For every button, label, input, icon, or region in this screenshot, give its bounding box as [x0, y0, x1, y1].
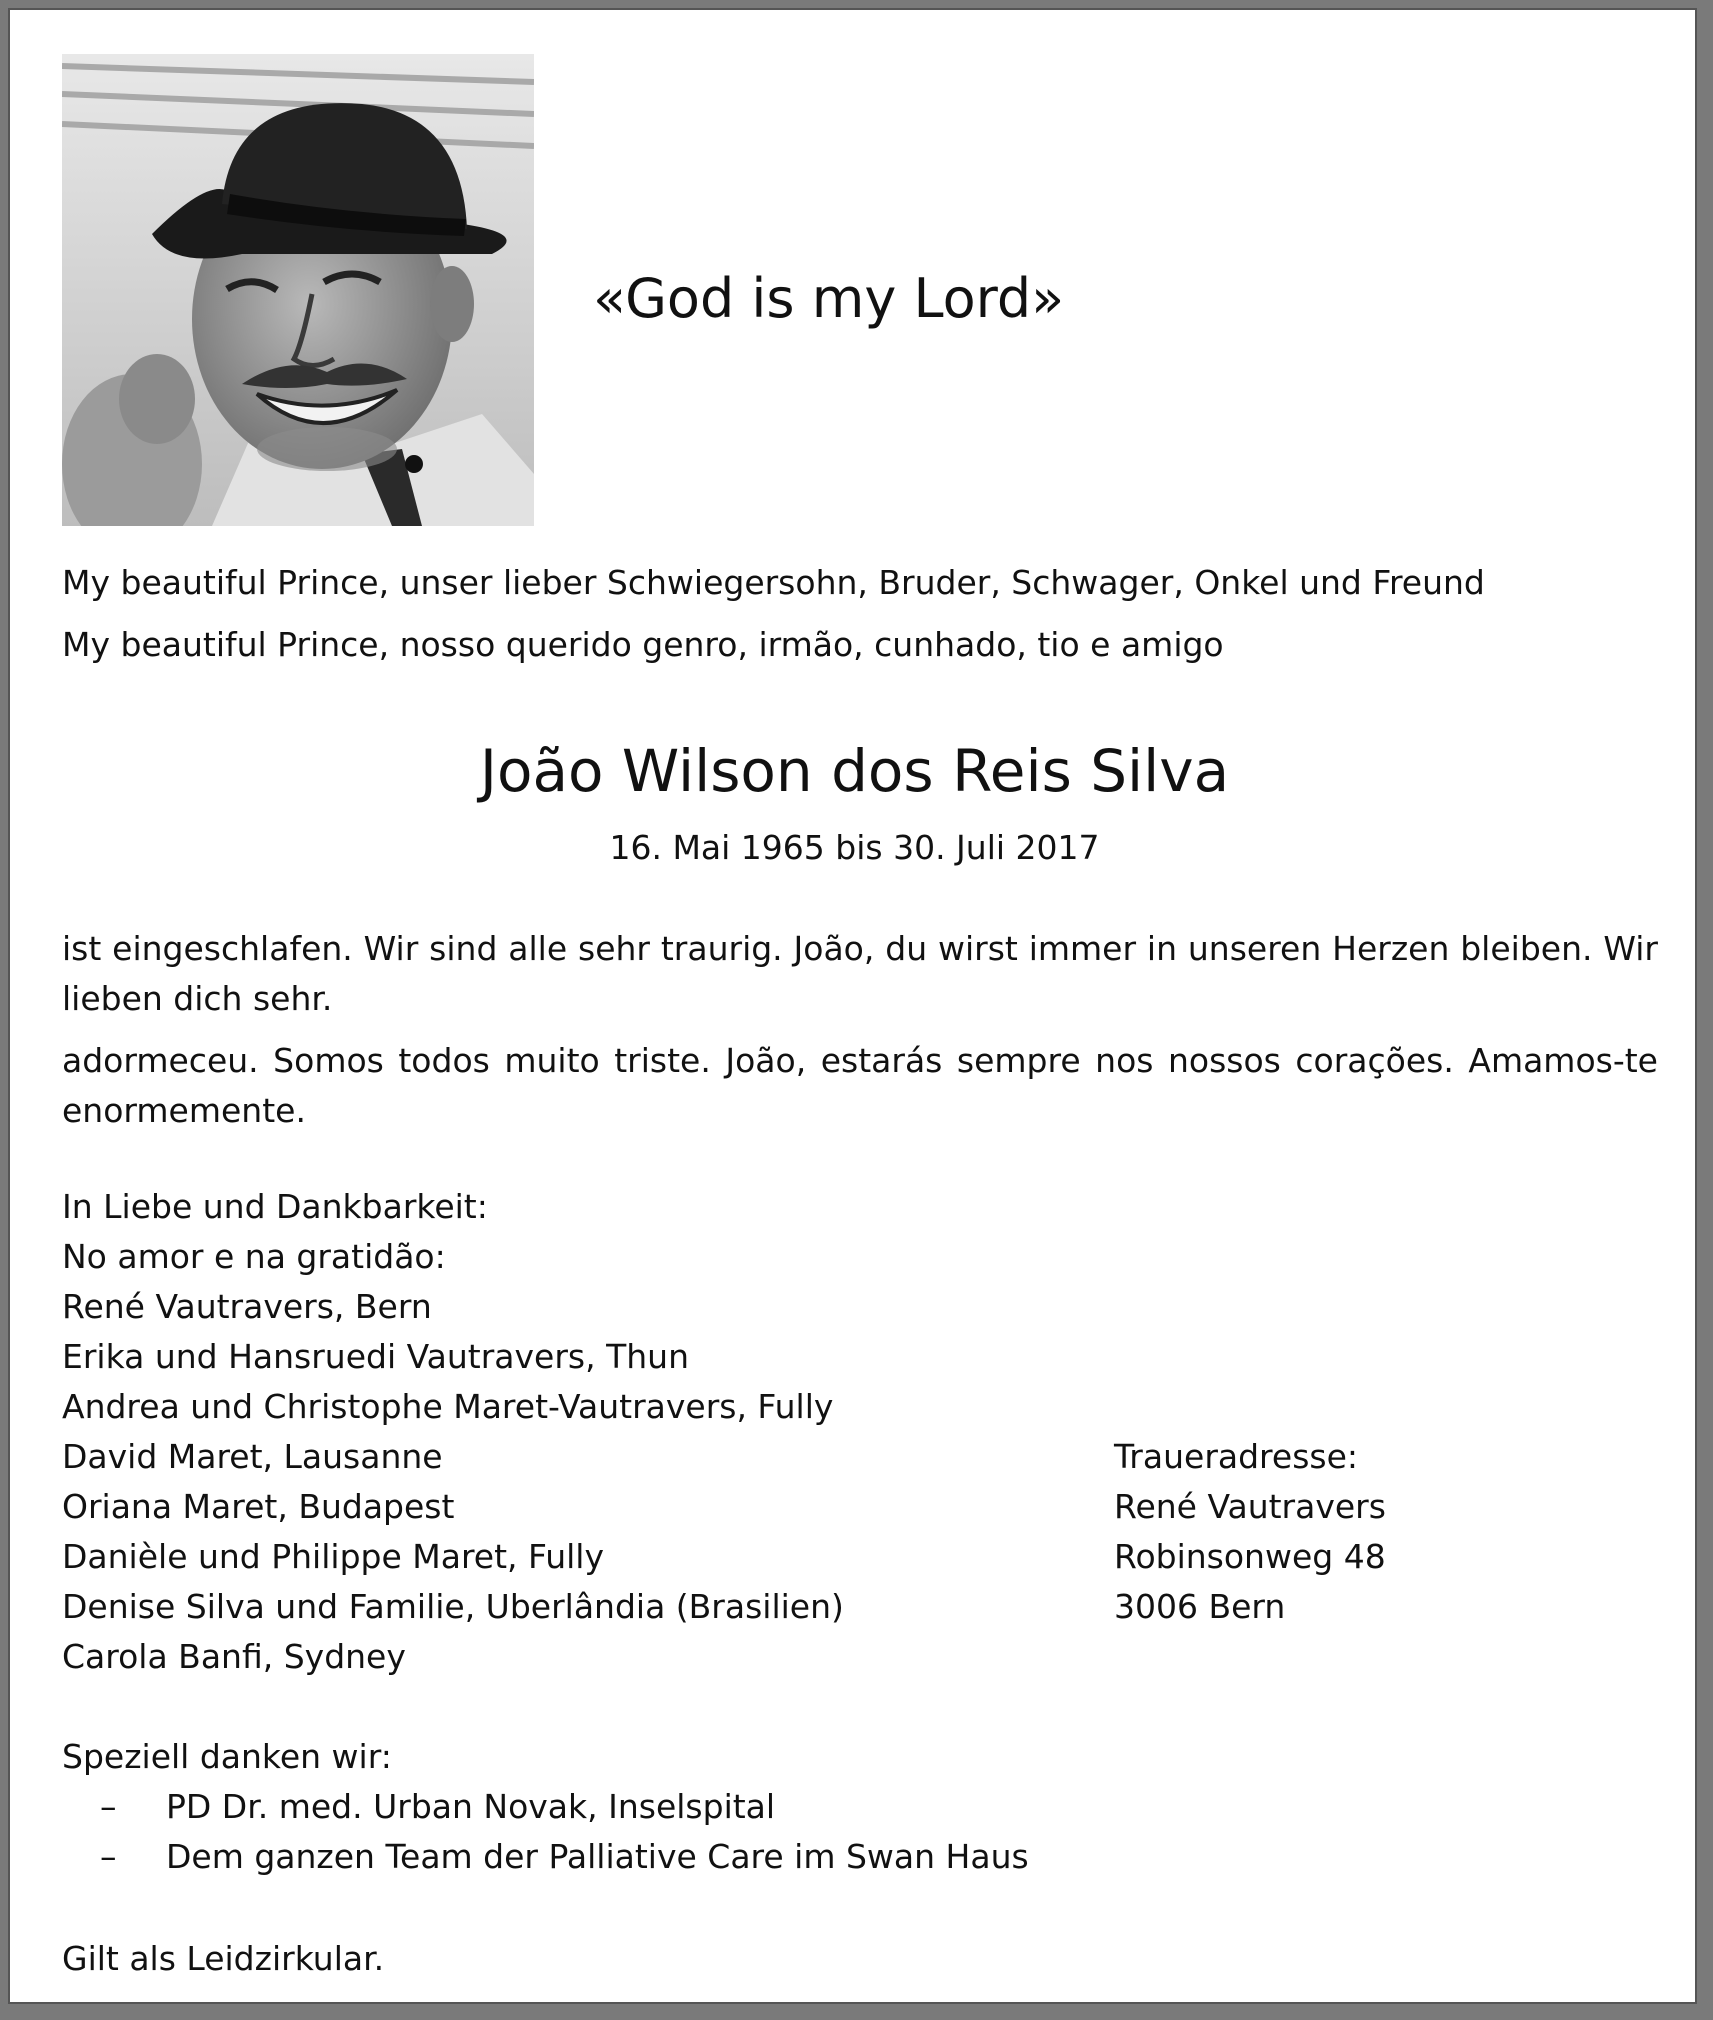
obituary-notice: [8, 8, 1697, 2004]
mourning-address: [1114, 1432, 1386, 1632]
mourner-name: René Vautravers, Bern: [62, 1287, 432, 1326]
mourner-name: Denise Silva und Familie, Uberlândia (Brasilien): [62, 1587, 844, 1626]
life-dates: 16. Mai 1965 bis 30. Juli 2017: [609, 828, 1100, 867]
dash-bullet-icon: –: [100, 1837, 117, 1876]
address-street: Robinsonweg 48: [1114, 1537, 1386, 1576]
address-city: 3006 Bern: [1114, 1587, 1286, 1626]
mourners-list: [62, 1182, 844, 1682]
mourner-name: Danièle und Philippe Maret, Fully: [62, 1537, 604, 1576]
portrait-illustration: [62, 54, 534, 526]
mourner-name: David Maret, Lausanne: [62, 1437, 443, 1476]
address-label: Traueradresse:: [1114, 1437, 1359, 1476]
portrait-photo: [62, 54, 534, 526]
footer-note: Gilt als Leidzirkular.: [62, 1939, 385, 1978]
mourner-name: Andrea und Christophe Maret-Vautravers, Fully: [62, 1387, 834, 1426]
quote: «God is my Lord»: [593, 267, 1065, 330]
mourner-name: Erika und Hansruedi Vautravers, Thun: [62, 1337, 689, 1376]
message-portuguese: adormeceu. Somos todos muito triste. João, estarás sempre nos nossos corações. Amamos-te enormemente.: [62, 1041, 1658, 1130]
thanks-heading: Speziell danken wir:: [62, 1737, 392, 1776]
address-name: René Vautravers: [1114, 1487, 1386, 1526]
thanks-item: PD Dr. med. Urban Novak, Inselspital: [166, 1787, 776, 1826]
mourner-name: Carola Banfi, Sydney: [62, 1637, 406, 1676]
special-thanks: [62, 1732, 1029, 1882]
message-german: ist eingeschlafen. Wir sind alle sehr traurig. João, du wirst immer in unseren Herzen bleiben. Wir lieben dich sehr.: [62, 929, 1658, 1018]
mourner-name: Oriana Maret, Budapest: [62, 1487, 455, 1526]
dash-bullet-icon: –: [100, 1787, 117, 1826]
intro-line-german: My beautiful Prince, unser lieber Schwiegersohn, Bruder, Schwager, Onkel und Freund: [62, 563, 1485, 602]
deceased-name: João Wilson dos Reis Silva: [479, 737, 1230, 805]
mourners-heading-portuguese: No amor e na gratidão:: [62, 1237, 446, 1276]
mourners-heading-german: In Liebe und Dankbarkeit:: [62, 1187, 488, 1226]
list-item: [62, 1832, 1029, 1882]
thanks-item: Dem ganzen Team der Palliative Care im Swan Haus: [166, 1837, 1029, 1876]
intro-line-portuguese: My beautiful Prince, nosso querido genro, irmão, cunhado, tio e amigo: [62, 625, 1224, 664]
list-item: [62, 1782, 776, 1832]
